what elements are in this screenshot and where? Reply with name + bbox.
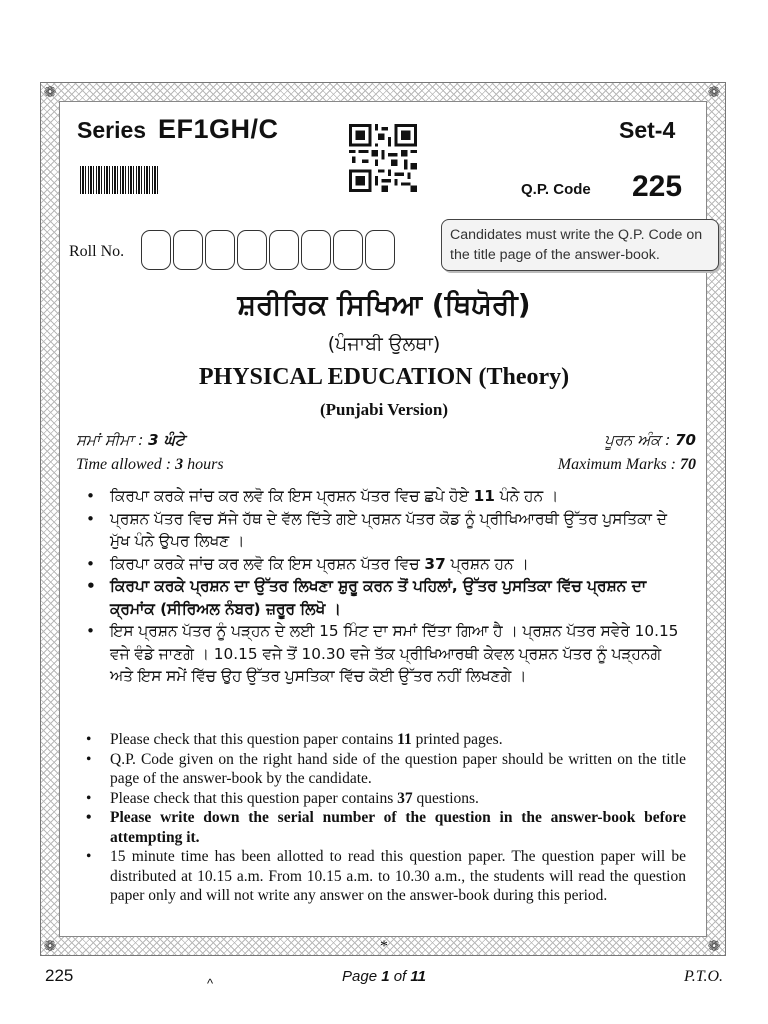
instruction-item: • ਕਿਰਪਾ ਕਰਕੇ ਪ੍ਰਸ਼ਨ ਦਾ ਉੱਤਰ ਲਿਖਣਾ ਸ਼ੁਰੂ ਕਰਨ ਤੋਂ ਪਹਿਲਾਂ, ਉੱਤਰ ਪੁਸਤਿਕਾ ਵਿੱਚ ਪ੍ਰਸ਼ਨ ਦਾ ਕ੍ਰਮਾਂਕ (ਸੀਰਿਅਲ ਨੰਬਰ) ਜ਼ਰੂਰ ਲਿਖੋ ।	[86, 575, 686, 620]
roll-number-boxes	[141, 230, 395, 270]
set-number: Set-4	[619, 117, 676, 143]
instruction-item: • Please write down the serial number of the question in the answer-book before attempting it.	[86, 808, 686, 847]
roll-number-box[interactable]	[173, 230, 203, 270]
instructions-punjabi	[86, 485, 686, 688]
instruction-item: • ਪ੍ਰਸ਼ਨ ਪੱਤਰ ਵਿਚ ਸੱਜੇ ਹੱਥ ਦੇ ਵੱਲ ਦਿੱਤੇ ਗਏ ਪ੍ਰਸ਼ਨ ਪੱਤਰ ਕੋਡ ਨੂੰ ਪ੍ਰੀਖਿਆਰਥੀ ਉੱਤਰ ਪੁਸਤਿਕਾ ਦੇ ਮੁੱਖ ਪੰਨੇ ਉਪਰ ਲਿਖਣ ।	[86, 508, 686, 553]
version-label: (Punjabi Version)	[320, 400, 448, 419]
max-marks-english: Maximum Marks : 70	[557, 456, 696, 473]
instruction-item: • Please check that this question paper contains 37 questions.	[86, 789, 686, 809]
roll-number-box[interactable]	[205, 230, 235, 270]
footer-qp-code: 225	[45, 966, 74, 985]
qr-code-icon	[348, 124, 418, 192]
instruction-item: • ਇਸ ਪ੍ਰਸ਼ਨ ਪੱਤਰ ਨੂੰ ਪੜ੍ਹਨ ਦੇ ਲਈ 15 ਮਿੰਟ ਦਾ ਸਮਾਂ ਦਿੱਤਾ ਗਿਆ ਹੈ । ਪ੍ਰਸ਼ਨ ਪੱਤਰ ਸਵੇਰੇ 10.15 ਵਜੇ ਵੰਡੇ ਜਾਣਗੇ । 10.15 ਵਜੇ ਤੋਂ 10.30 ਵਜੇ ਤੱਕ ਪ੍ਰੀਖਿਆਰਥੀ ਕੇਵਲ ਪ੍ਰਸ਼ਨ ਪੱਤਰ ਨੂੰ ਪੜ੍ਹਨਗੇ ਅਤੇ ਇਸ ਸਮੇਂ ਵਿੱਚ ਉਹ ਉੱਤਰ ਪੁਸਤਿਕਾ ਵਿੱਚ ਕੋਈ ਉੱਤਰ ਨਹੀਂ ਲਿਖਣਗੇ ।	[86, 620, 686, 688]
corner-ornament-icon: ❁	[707, 83, 721, 101]
instruction-item: • Q.P. Code given on the right hand side of the question paper should be written on the title page of the answer-book by the candidate.	[86, 750, 686, 789]
instruction-item: • Please check that this question paper contains 11 printed pages.	[86, 730, 686, 750]
subtitle-punjabi: (ਪੰਜਾਬੀ ਉਲਥਾ)	[327, 333, 441, 355]
instruction-item: • 15 minute time has been allotted to read this question paper. The question paper will be distributed at 10.15 a.m. From 10.15 a.m. to 10.30 a.m., the students will read the question paper only and will not write any answer on the answer-book during this period.	[86, 847, 686, 906]
title-english: PHYSICAL EDUCATION (Theory)	[198, 364, 570, 390]
page-number: Page 1 of 11	[342, 968, 426, 985]
roll-number-box[interactable]	[237, 230, 267, 270]
roll-number-box[interactable]	[141, 230, 171, 270]
instructions-english	[86, 730, 686, 906]
pto-label: P.T.O.	[684, 968, 723, 985]
roll-number-label: Roll No.	[69, 243, 125, 260]
qp-code-notice: Candidates must write the Q.P. Code on the title page of the answer-book.	[441, 219, 719, 271]
roll-number-box[interactable]	[269, 230, 299, 270]
max-marks-punjabi: ਪੂਰਨ ਅੰਕ : 70	[604, 431, 696, 449]
qp-code-label: Q.P. Code	[521, 181, 591, 198]
corner-ornament-icon: ❁	[43, 83, 57, 101]
time-allowed-english: Time allowed : 3 hours	[76, 456, 224, 473]
roll-number-box[interactable]	[301, 230, 331, 270]
qp-code-value: 225	[632, 170, 683, 203]
time-allowed-punjabi: ਸਮਾਂ ਸੀਮਾ : 3 ਘੰਟੇ	[76, 431, 185, 449]
title-punjabi: ਸ਼ਰੀਰਿਕ ਸਿਖਿਆ (ਥਿਯੋਰੀ)	[237, 288, 531, 321]
corner-ornament-icon: ❁	[707, 937, 721, 955]
instruction-item: • ਕਿਰਪਾ ਕਰਕੇ ਜਾਂਚ ਕਰ ਲਵੋ ਕਿ ਇਸ ਪ੍ਰਸ਼ਨ ਪੱਤਰ ਵਿਚ ਛਪੇ ਹੋਏ 11 ਪੰਨੇ ਹਨ ।	[86, 485, 686, 508]
barcode-icon	[80, 166, 158, 194]
caret-mark: ^	[207, 976, 214, 991]
roll-number-box[interactable]	[333, 230, 363, 270]
corner-ornament-icon: ❁	[43, 937, 57, 955]
asterisk-mark: *	[380, 938, 388, 955]
roll-number-box[interactable]	[365, 230, 395, 270]
instruction-item: • ਕਿਰਪਾ ਕਰਕੇ ਜਾਂਚ ਕਰ ਲਵੋ ਕਿ ਇਸ ਪ੍ਰਸ਼ਨ ਪੱਤਰ ਵਿਚ 37 ਪ੍ਰਸ਼ਨ ਹਨ ।	[86, 553, 686, 576]
series-label: Series	[77, 117, 147, 143]
series-code: EF1GH/C	[158, 114, 279, 144]
